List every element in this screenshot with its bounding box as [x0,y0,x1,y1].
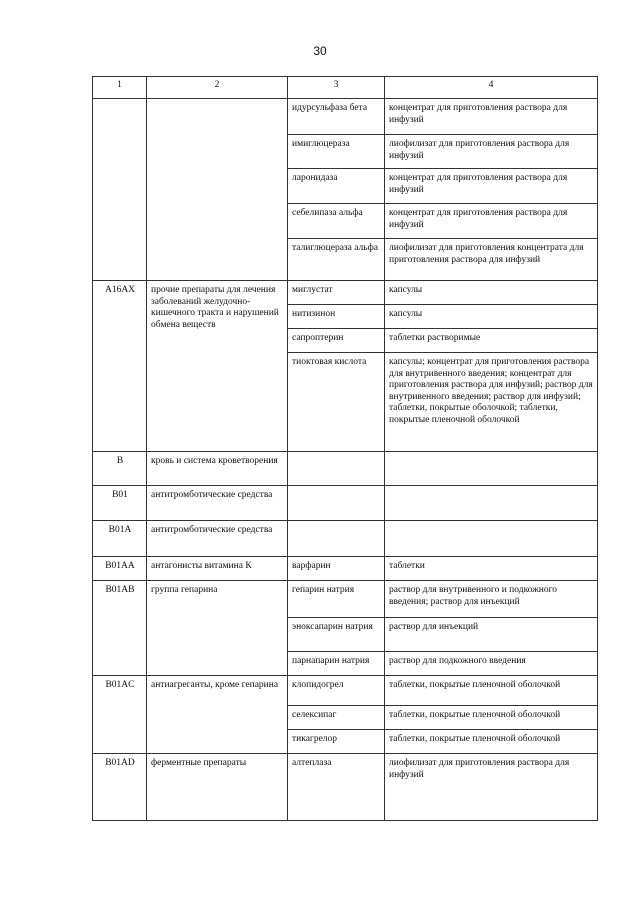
group-cell: прочие препараты для лечения заболеваний желудочно-кишечного тракта и нарушений обмена веществ [147,281,288,452]
group-cell: кровь и система кроветворения [147,452,288,486]
table-row [93,581,598,618]
drug-cell: парнапарин натрия [288,652,385,676]
column-header: 3 [288,77,385,99]
drug-cell: ларонидаза [288,169,385,204]
table-row [93,754,598,821]
form-cell: капсулы [385,281,598,305]
form-cell: таблетки [385,557,598,581]
drug-cell: гепарин натрия [288,581,385,618]
atc-code-cell: B [93,452,147,486]
drug-cell: имиглюцераза [288,135,385,169]
drug-cell: варфарин [288,557,385,581]
form-cell: раствор для внутривенного и подкожного введения; раствор для инъекций [385,581,598,618]
group-cell: антагонисты витамина К [147,557,288,581]
form-cell: капсулы; концентрат для приготовления раствора для внутривенного введения; концентрат для приготовления раствора для инфузий; раствор для внутривенного введения; раствор для инфузий; таблетки, покрытые оболочкой; таблетки, покрытые пленочной оболочкой [385,353,598,452]
form-cell: лиофилизат для приготовления концентрата для приготовления раствора для инфузий [385,239,598,281]
form-cell: концентрат для приготовления раствора для инфузий [385,204,598,239]
atc-code-cell: B01AC [93,676,147,754]
drug-cell: сапроптерин [288,329,385,353]
group-cell: антиагреганты, кроме гепарина [147,676,288,754]
drug-cell: тиоктовая кислота [288,353,385,452]
table-row [93,521,598,557]
atc-code-cell: B01 [93,486,147,521]
drug-cell: идурсульфаза бета [288,99,385,135]
table-row [93,557,598,581]
atc-code-cell [93,99,147,281]
drug-cell: клопидогрел [288,676,385,706]
atc-code-cell: B01AA [93,557,147,581]
drug-cell: тикагрелор [288,730,385,754]
drug-cell [288,452,385,486]
drug-cell: алтеплаза [288,754,385,821]
form-cell: раствор для подкожного введения [385,652,598,676]
group-cell: антитромботические средства [147,521,288,557]
form-cell: таблетки, покрытые пленочной оболочкой [385,730,598,754]
drug-cell: селексипаг [288,706,385,730]
drug-cell: талиглюцераза альфа [288,239,385,281]
form-cell: лиофилизат для приготовления раствора для инфузий [385,135,598,169]
group-cell: ферментные препараты [147,754,288,821]
group-cell [147,99,288,281]
drug-cell [288,521,385,557]
form-cell: концентрат для приготовления раствора для инфузий [385,99,598,135]
form-cell: таблетки, покрытые пленочной оболочкой [385,706,598,730]
table-row [93,99,598,135]
column-header: 2 [147,77,288,99]
atc-code-cell: B01AB [93,581,147,676]
drug-cell [288,486,385,521]
table-row [93,281,598,305]
column-header: 1 [93,77,147,99]
form-cell: таблетки, покрытые пленочной оболочкой [385,676,598,706]
atc-code-cell: B01AD [93,754,147,821]
atc-code-cell: A16AX [93,281,147,452]
column-header-row [93,77,598,99]
column-header: 4 [385,77,598,99]
form-cell [385,452,598,486]
form-cell: таблетки растворимые [385,329,598,353]
drug-cell: нитизинон [288,305,385,329]
table-row [93,452,598,486]
atc-code-cell: B01A [93,521,147,557]
drug-cell: себелипаза альфа [288,204,385,239]
form-cell [385,521,598,557]
form-cell: концентрат для приготовления раствора для инфузий [385,169,598,204]
group-cell: группа гепарина [147,581,288,676]
group-cell: антитромботические средства [147,486,288,521]
table-row [93,486,598,521]
form-cell: раствор для инъекций [385,618,598,652]
form-cell: капсулы [385,305,598,329]
form-cell: лиофилизат для приготовления раствора для инфузий [385,754,598,821]
drug-cell: эноксапарин натрия [288,618,385,652]
drug-cell: миглустат [288,281,385,305]
drug-table [92,76,598,821]
form-cell [385,486,598,521]
table-row [93,676,598,706]
page-number: 30 [313,44,327,58]
